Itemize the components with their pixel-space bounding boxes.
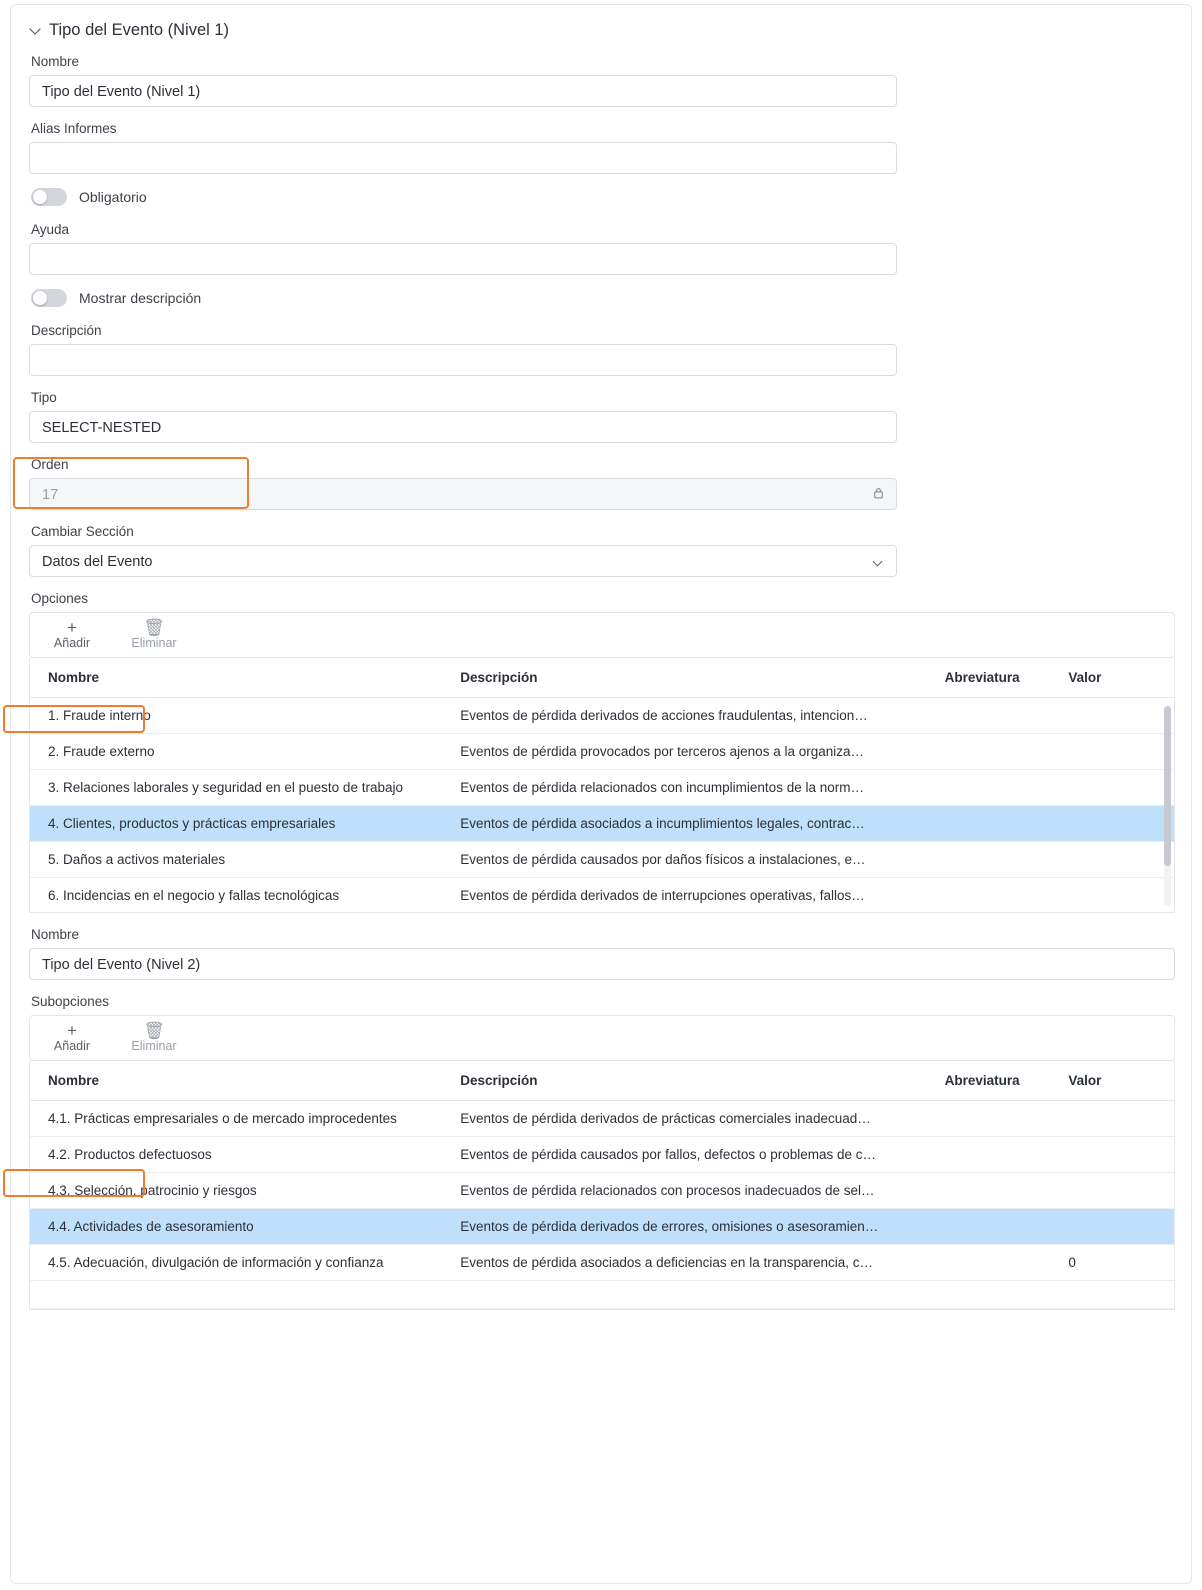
subopciones-table-wrap xyxy=(29,1061,1175,1310)
label-opciones: Opciones xyxy=(31,591,89,606)
trash-icon: 🗑 xyxy=(143,1021,165,1040)
input-alias-informes[interactable] xyxy=(29,142,897,174)
input-nombre[interactable]: Tipo del Evento (Nivel 1) xyxy=(29,75,897,107)
cell-nombre: 4.1. Prácticas empresariales o de mercado improcedentes xyxy=(30,1101,442,1137)
input-tipo[interactable]: SELECT-NESTED xyxy=(29,411,897,443)
cell-valor xyxy=(1050,734,1174,770)
lock-icon xyxy=(872,485,885,501)
input-orden: 17 xyxy=(29,478,897,510)
chevron-down-icon[interactable] xyxy=(31,24,41,34)
cell-descripcion: Eventos de pérdida derivados de errores, omisiones o asesoramien… xyxy=(442,1209,926,1245)
col-abreviatura[interactable]: Abreviatura xyxy=(927,658,1051,698)
toggle-mostrar-descripcion[interactable] xyxy=(31,289,67,307)
input-ayuda[interactable] xyxy=(29,243,897,275)
subopciones-table xyxy=(30,1061,1174,1309)
chevron-down-icon[interactable] xyxy=(874,558,883,567)
cell-nombre: 4.2. Productos defectuosos xyxy=(30,1137,442,1173)
subopciones-add-button[interactable] xyxy=(44,1023,100,1053)
subopciones-delete-button[interactable] xyxy=(126,1023,182,1053)
table-row-selected[interactable] xyxy=(30,1209,1174,1245)
field-alias-informes xyxy=(29,121,1173,174)
label-subopciones: Subopciones xyxy=(31,994,110,1009)
cell-descripcion: Eventos de pérdida asociados a incumplimientos legales, contrac… xyxy=(442,806,926,842)
table-row[interactable] xyxy=(30,842,1174,878)
table-row-empty xyxy=(30,1281,1174,1309)
cell-nombre: 5. Daños a activos materiales xyxy=(30,842,442,878)
label-mostrar-descripcion: Mostrar descripción xyxy=(79,290,202,306)
plus-icon: + xyxy=(67,1021,77,1040)
cell-abreviatura xyxy=(927,842,1051,878)
toggle-knob xyxy=(33,190,47,204)
table-row[interactable] xyxy=(30,1173,1174,1209)
opciones-table-wrap xyxy=(29,658,1175,913)
cell-descripcion: Eventos de pérdida relacionados con procesos inadecuados de sel… xyxy=(442,1173,926,1209)
cell-descripcion: Eventos de pérdida asociados a deficiencias en la transparencia, c… xyxy=(442,1245,926,1281)
field-cambiar-seccion xyxy=(29,524,1173,577)
plus-icon: + xyxy=(67,618,77,637)
field-config-panel xyxy=(10,4,1192,1584)
cell-valor xyxy=(1050,770,1174,806)
opciones-toolbar xyxy=(29,612,1175,658)
opciones-delete-button[interactable] xyxy=(126,620,182,650)
scrollbar-thumb[interactable] xyxy=(1164,706,1171,866)
trash-icon: 🗑 xyxy=(143,618,165,637)
cell-abreviatura xyxy=(927,698,1051,734)
field-tipo xyxy=(29,390,1173,443)
field-descripcion xyxy=(29,323,1173,376)
label-cambiar-seccion: Cambiar Sección xyxy=(31,524,134,539)
input-nombre-nivel2[interactable]: Tipo del Evento (Nivel 2) xyxy=(29,948,1175,980)
table-header-row xyxy=(30,658,1174,698)
cell-nombre: 4.3. Selección, patrocinio y riesgos xyxy=(30,1173,442,1209)
cell-abreviatura xyxy=(927,1245,1051,1281)
opciones-add-label: Añadir xyxy=(53,636,91,650)
toggle-row-obligatorio[interactable] xyxy=(31,188,1173,206)
cell-valor xyxy=(1050,878,1174,912)
cell-nombre: 4. Clientes, productos y prácticas empresariales xyxy=(30,806,442,842)
cell-abreviatura xyxy=(927,1101,1051,1137)
col-abreviatura[interactable]: Abreviatura xyxy=(927,1061,1051,1101)
cell-nombre: 2. Fraude externo xyxy=(30,734,442,770)
opciones-group xyxy=(29,591,1173,913)
label-nombre-nivel2: Nombre xyxy=(31,927,80,942)
cell-abreviatura xyxy=(927,734,1051,770)
subopciones-add-label: Añadir xyxy=(53,1039,91,1053)
table-row[interactable] xyxy=(30,734,1174,770)
subopciones-group xyxy=(29,994,1173,1310)
input-descripcion[interactable] xyxy=(29,344,897,376)
table-scrollbar[interactable] xyxy=(1164,706,1171,906)
opciones-add-button[interactable] xyxy=(44,620,100,650)
cell-abreviatura xyxy=(927,770,1051,806)
subopciones-toolbar xyxy=(29,1015,1175,1061)
field-nombre-nivel2 xyxy=(29,927,1173,980)
toggle-knob xyxy=(33,291,47,305)
cell-descripcion: Eventos de pérdida derivados de interrupciones operativas, fallos… xyxy=(442,878,926,912)
col-descripcion[interactable]: Descripción xyxy=(442,1061,926,1101)
subopciones-delete-label: Eliminar xyxy=(131,1039,177,1053)
cell-descripcion: Eventos de pérdida derivados de prácticas comerciales inadecuad… xyxy=(442,1101,926,1137)
label-ayuda: Ayuda xyxy=(31,222,70,237)
cell-valor xyxy=(1050,806,1174,842)
table-row[interactable] xyxy=(30,770,1174,806)
cell-nombre: 1. Fraude interno xyxy=(30,698,442,734)
cell-valor xyxy=(1050,1101,1174,1137)
toggle-row-mostrar-descripcion[interactable] xyxy=(31,289,1173,307)
table-row[interactable] xyxy=(30,878,1174,912)
label-alias-informes: Alias Informes xyxy=(31,121,117,136)
col-valor[interactable]: Valor xyxy=(1050,658,1174,698)
opciones-table xyxy=(30,658,1174,878)
cell-valor: 0 xyxy=(1050,1245,1174,1281)
table-row[interactable] xyxy=(30,1101,1174,1137)
col-nombre[interactable]: Nombre xyxy=(30,1061,442,1101)
cell-valor xyxy=(1050,1209,1174,1245)
toggle-obligatorio[interactable] xyxy=(31,188,67,206)
col-nombre[interactable]: Nombre xyxy=(30,658,442,698)
opciones-clipped-row xyxy=(30,878,1174,912)
cell-valor xyxy=(1050,1173,1174,1209)
col-valor[interactable]: Valor xyxy=(1050,1061,1174,1101)
cell-abreviatura xyxy=(927,1173,1051,1209)
cell-descripcion: Eventos de pérdida causados por daños físicos a instalaciones, e… xyxy=(442,842,926,878)
cell-descripcion: Eventos de pérdida causados por fallos, defectos o problemas de c… xyxy=(442,1137,926,1173)
cell-nombre: 4.5. Adecuación, divulgación de información y confianza xyxy=(30,1245,442,1281)
cell-abreviatura xyxy=(927,1137,1051,1173)
select-cambiar-seccion[interactable]: Datos del Evento xyxy=(29,545,897,577)
label-orden: Orden xyxy=(31,457,69,472)
cell-descripcion: Eventos de pérdida relacionados con incumplimientos de la norm… xyxy=(442,770,926,806)
opciones-delete-label: Eliminar xyxy=(131,636,177,650)
table-row[interactable] xyxy=(30,698,1174,734)
cell-valor xyxy=(1050,698,1174,734)
label-obligatorio: Obligatorio xyxy=(79,189,147,205)
col-descripcion[interactable]: Descripción xyxy=(442,658,926,698)
cell-abreviatura xyxy=(927,1209,1051,1245)
cell-abreviatura xyxy=(927,806,1051,842)
table-header-row xyxy=(30,1061,1174,1101)
field-orden xyxy=(29,457,1173,510)
label-tipo: Tipo xyxy=(31,390,57,405)
label-nombre: Nombre xyxy=(31,54,80,69)
table-row-selected[interactable] xyxy=(30,806,1174,842)
cell-valor xyxy=(1050,842,1174,878)
section-header[interactable] xyxy=(31,21,1173,40)
table-row[interactable] xyxy=(30,1137,1174,1173)
input-wrap-orden xyxy=(29,478,897,510)
cell-abreviatura xyxy=(927,878,1051,912)
cell-descripcion: Eventos de pérdida provocados por terceros ajenos a la organiza… xyxy=(442,734,926,770)
field-nombre xyxy=(29,54,1173,107)
table-row[interactable] xyxy=(30,1245,1174,1281)
cell-nombre: 3. Relaciones laborales y seguridad en el puesto de trabajo xyxy=(30,770,442,806)
label-descripcion: Descripción xyxy=(31,323,102,338)
field-ayuda xyxy=(29,222,1173,275)
select-wrap-cambiar-seccion[interactable] xyxy=(29,545,897,577)
cell-descripcion: Eventos de pérdida derivados de acciones fraudulentas, intencion… xyxy=(442,698,926,734)
cell-nombre: 6. Incidencias en el negocio y fallas tecnológicas xyxy=(30,878,442,912)
page-title: Tipo del Evento (Nivel 1) xyxy=(49,21,230,39)
cell-valor xyxy=(1050,1137,1174,1173)
cell-nombre: 4.4. Actividades de asesoramiento xyxy=(30,1209,442,1245)
